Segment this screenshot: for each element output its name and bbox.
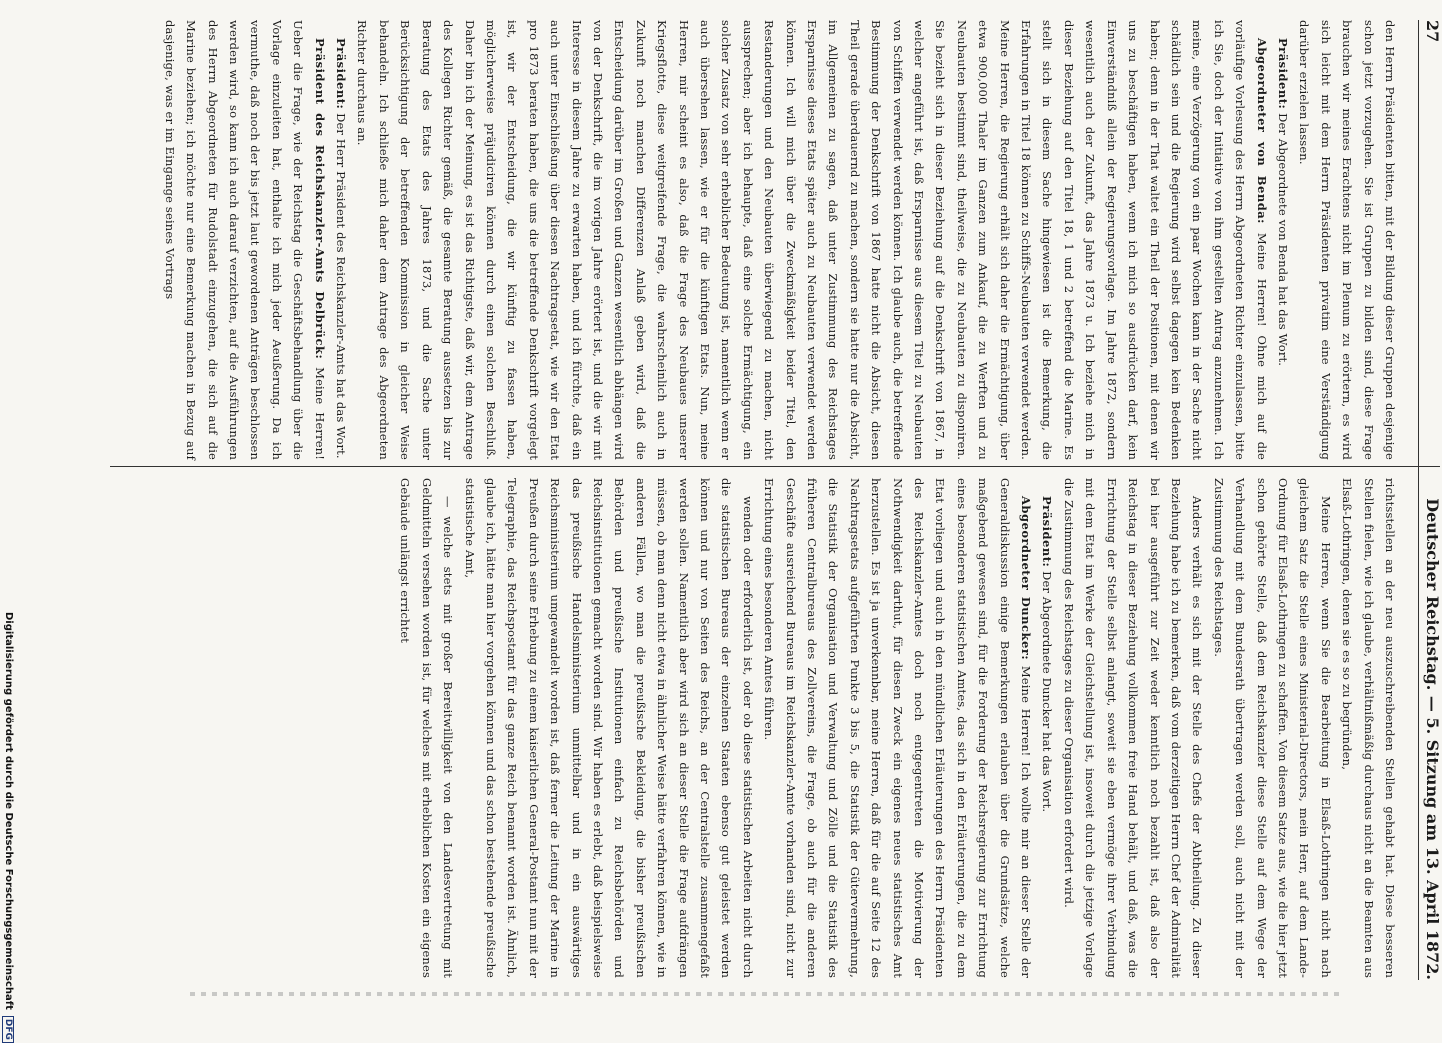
left-column	[100, 20, 1400, 460]
paragraph: Meine Herren, wenn Sie die Bearbeitung in Elsaß-Lothringen nicht nach gleichem Satz die Stelle eines Ministerial-Directors, mein Herr, auf dem Lande-Ordnung für Elsaß-Lothringen zu schaffen. Von diesem Satze aus, wie die hier jetzt schon gehörte Stelle, daß dem Reichskanzler diese Stelle auf dem Wege der Verhandlung mit dem Bundesrath übertragen werden soll, auch nicht mit der Zustimmung des Reichstages.	[1211, 478, 1333, 978]
paragraph: — welche stets mit großer Bereitwilligkeit von den Landesvertretung mit Geldmitteln versehen worden ist, für welches mit erheblichen Kosten ein eigenes Gebäude unlängst errichtet	[398, 478, 456, 978]
speaker-label: Präsident:	[1040, 496, 1055, 568]
speaker-paragraph: Präsident: Der Abgeordnete von Benda hat das Wort.	[1275, 38, 1290, 367]
speaker-paragraph: Abgeordneter Duncker: Meine Herren! Ich wollte mir an dieser Stelle der Generaldiskussion einige Bemerkungen erlauben über die Grundsätze, welche maßgebend gewesen sind, für die Forderung der Reichsregierung zur Errichtung eines besonderen statistischen Amtes, das sich in den Erläuterungen, die zu dem Etat vorliegen und auch in den mündlichen Erläuterungen des Herrn Präsidenten des Reichskanzler-Amtes doch noch entgegentreten die Motivierung der Nothwendigkeit darthut, für diesen Zweck ein eigenes neues statistisches Amt herzustellen. Es ist ja unverkennbar, meine Herren, daß für die auf Seite 12 des Nachtragsetats aufgeführten Punkte 3 bis 5, die Statistik der Gütervermehrung, die Statistik der Organisation und Verwaltung und Zölle und die Statistik des früheren Centralbureaus des Zollvereins, die Frage, ob auch für die anderen Geschäfte ausreichend Bureaus im Reichskanzler-Amte vorhanden sind, nicht zur Errichtung eines besonderen Amtes führen.	[762, 478, 1034, 978]
column-divider	[110, 466, 1440, 467]
scan-edge-marks	[190, 992, 1340, 996]
speaker-label: Abgeordneter von Benda:	[1254, 38, 1269, 224]
speaker-label: Abgeordneter Duncker:	[1019, 496, 1034, 661]
speaker-paragraph: Präsident: Der Abgeordnete Duncker hat das Wort.	[1040, 496, 1055, 813]
paragraph: wenden oder erforderlich ist, oder ob diese statistischen Arbeiten nicht durch die statistischen Bureaus der einzelnen Staaten ebenso gut geleistet werden können und nur von Seiten des Reichs, an der Centralstelle zusammengefaßt werden sollen. Namentlich aber wird sich an dieser Stelle die Frage aufdrängen müssen, ob man denn nicht etwa in ähnlicher Weise hätte verfahren können, wie in anderen Fällen, wo man die preußische Bekleidung, die bisher preußischen Behörden und preußische Institutionen einfach zu Reichsbehörden und Reichsinstitutionen gemacht worden sind. Wir haben es erlebt, daß beispielsweise das preußische Handelsministerium unmittelbar und in ein auswärtiges Reichsministerium umgewandelt worden ist, daß ferner die Leitung der Marine in Preußen durch seine Erhebung zu einem kaiserlichen General-Postamt nun mit der Telegraphie, das Reichspostamt für das ganze Reich benannt worden ist. Ähnlich, glaube ich, hätte man hier vorgehen können und das schon bestehende preußische statistische Amt,	[462, 478, 755, 978]
speaker-label: Präsident:	[334, 38, 349, 110]
page-number: 27	[1423, 20, 1442, 43]
dfg-logo: DFG	[2, 1016, 14, 1043]
page-title: Deutscher Reichstag. — 5. Sitzung am 13. April 1872.	[1423, 498, 1442, 980]
document-page	[40, 0, 1442, 1000]
upper-right-column	[100, 478, 1400, 978]
running-head	[1423, 20, 1442, 980]
speaker-paragraph: Präsident des Reichskanzler-Amts Delbrück: Meine Herren! Ueber die Frage, wie der Reichstag die Geschäftsbehandlung über die Vorlage einzuleiten hat, enthalte ich mich jeder Aeußerung. Da ich vermuthe, daß noch der bis jetzt laut gewordenen Anträgen beschlossen werden wird, so kann ich auch darauf verzichten, auf die Ausführungen des Herrn Abgeordneten für Rudolstadt einzugehen, die sich auf die Marine beziehen; ich möchte nur eine Bemerkung machen in Bezug auf dasjenige, was er im Eingange seines Vortrags	[162, 20, 327, 460]
header-rule	[1418, 20, 1419, 980]
speaker-label: Präsident des Reichskanzler-Amts Delbrück:	[312, 38, 327, 360]
speaker-paragraph: Präsident: Der Herr Präsident des Reichskanzler-Amts hat das Wort.	[334, 38, 349, 459]
credit-text: Digitalisierung gefördert durch die Deutsche Forschungsgemeinschaft	[3, 612, 14, 1010]
speaker-label: Präsident:	[1275, 38, 1290, 110]
speaker-paragraph: Abgeordneter von Benda: Meine Herren! Ohne mich auf die vorläufige Vorlesung des Herrn Abgeordneten Richter einzulassen, bitte ich Sie, doch der Initiative von ihm gestellten Antrag anzunehmen. Ich meine, eine Verzögerung von ein paar Wochen kann in der Sache nicht schädlich sein und die Regierung wird selbst dagegen kein Bedenken haben; denn in der That waltet ein Theil der Positionen, mit denen wir uns zu beschäftigen haben, wenn ich mich so ausdrücken darf, kein Einverständniß allein der Regierungsvorlage. Im Jahre 1872, sondern wesentlich auch der Zukunft, das Jahre 1873 u. Ich beziehe mich in dieser Beziehung auf den Titel 18, 1 und 2 betreffend die Marine. Es stellt sich in diesem Sache hingewiesen ist die Bemerkung, die Erfahrungen in Titel 18 können zu Schiffs-Neubauten verwendet werden. Meine Herren, die Regierung erhält sich daher die Ermächtigung, über etwa 900,000 Thaler im Ganzen zum Ankauf, die zu Werften und zu Neubauten bestimmt sind, theilweise, die zu Neubauten zu disponiren. Sie bezieht sich in dieser Beziehung auf die Denkschrift von 1867, in welcher angeführt ist, daß Ersparnisse aus diesem Titel zu Neubauten von Schiffen verwendet werden können. Ich glaube auch, die betreffende Bestimmung der Denkschrift von 1867 hatte nicht die Absicht, diesen Theil gerade überdauernd zu machen, sondern sie hatte nur die Absicht, im Allgemeinen zu sagen, daß unter Zustimmung des Reichstages Ersparnisse dieses Etats später auch zu Neubauten verwendet werden können. Ich will mich über die Zweckmäßigkeit beider Titel, den Restanderungen und den Neubauten überwiegend zu machen, nicht aussprechen; aber ich behaupte, daß eine solche Ermächtigung, ein solcher Zusatz von sehr erheblicher Bedeutung ist, namentlich wenn er auch übersehen lassen, wie er für die künftigen Etats. Nun, meine Herren, mir scheint es also, daß die Frage des Neubaues unserer Kriegsflotte, diese weitgreifende Frage, die wahrscheinlich auch in Zukunft noch manchen Differenzen Anlaß geben wird, daß die Entscheidung darüber im Großen und Ganzen wesentlich abhängen wird von der Denkschrift, die im vorigen Jahre erörtert ist, und die wir mit Interesse in diesem Jahre zu erwarten haben, und ich fürchte, daß ein auch unter Einschließung über diesen Nachtragsetat, wie wir den Etat pro 1873 beraten haben, die uns die betreffende Denkschrift vorgelegt ist, wir der Entscheidung, die wir künftig zu fassen haben, möglicherweise präjudiciren können durch einen solchen Beschluß. Daher bin ich der Meinung, es ist das Richtigste, daß wir, dem Antrage des Kollegen Richter gemäß, die gesamte Beratung aussetzen bis zur Beratung des Etats des Jahres 1873, und die Sache unter Berücksichtigung der betreffenden Kommission in gleicher Weise behandeln. Ich schließe mich daher dem Antrage des Abgeordneten Richter durchaus an.	[355, 20, 1269, 460]
digitization-credit	[2, 612, 14, 1043]
paragraph: Anders verhält es sich mit der Stelle des Chefs der Abtheilung. Zu dieser Beziehung habe ich zu bemerken, daß vom derzeitigen Herrn Chef der Admiralität bei hier ausgeführt zur Zeit weder kenntlich noch bezahlt ist, daß also der Reichstag in dieser Beziehung vollkommen freie Hand behält, und daß, was die Errichtung der Stelle selbst anlangt, soweit sie eben vermöge ihrer Verbindung mit dem Etat im Werke der Gleichstellung ist, insoweit durch die jetzige Vorlage die Zustimmung des Reichstages zu dieser Organisation erfordert wird.	[1061, 478, 1205, 978]
paragraph: den Herrn Präsidenten bitten, mit der Bildung dieser Gruppen desjenige schon jetzt vorzugehen. Sie ist Gruppen zu bilden sind, diese Frage brauchen wir meines Erachtens nicht im Plenum zu erörtern, es wird sich leicht mit dem Herrn Präsidenten privatim eine Verständigung darüber erzielen lassen.	[1297, 20, 1397, 460]
paragraph: richtsstellen an der neu auszuschreibenden Stellen gehabt hat. Diese besseren Stellen fielen, wie ich glaube, verhältnißmäßig durchaus nicht an die Beamten aus Elsaß-Lothringen, denen sie es so zu begründen,	[1340, 478, 1397, 978]
